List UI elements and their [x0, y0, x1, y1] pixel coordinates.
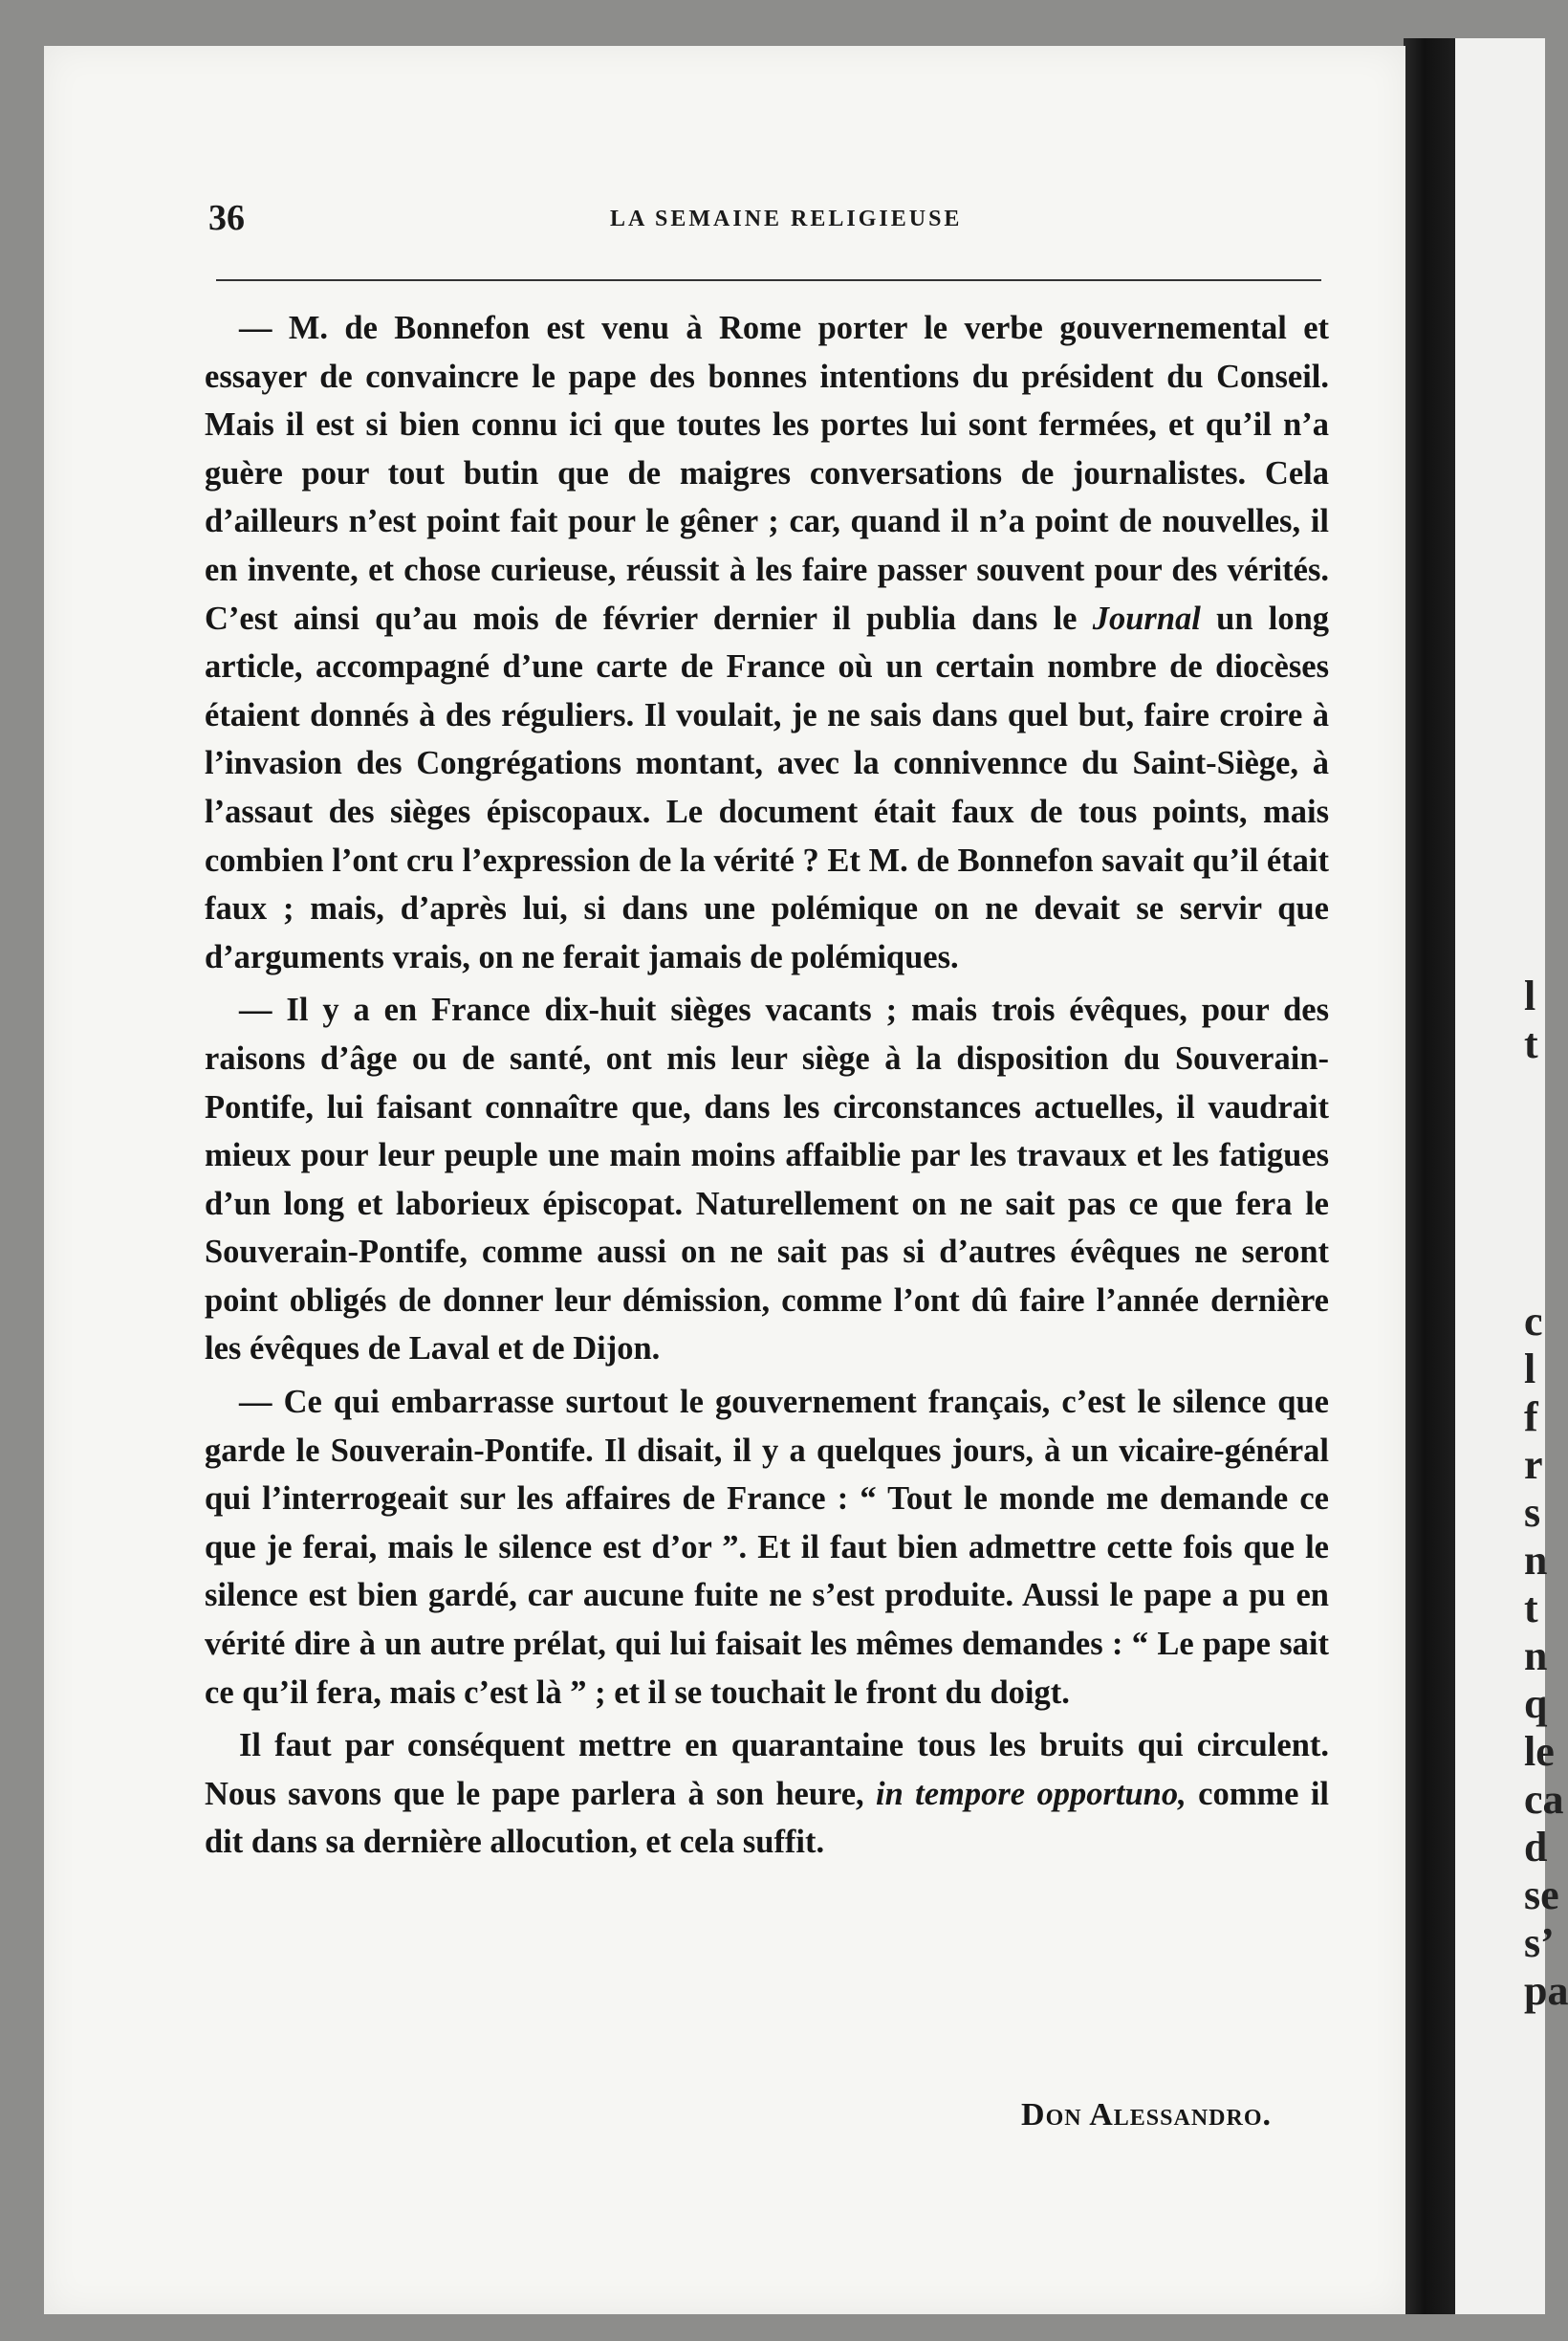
facing-page-fragment: n [1524, 1632, 1548, 1679]
paragraph: — Ce qui embarrasse surtout le gouvernement français, c’est le silence que garde le Souverain-Pontife. Il disait, il y a quelques jours, à un vicaire-général qui l’interrogeait sur les affaires de France : “ Tout le monde me demande ce que je ferai, mais le silence est d’or ”. Et il faut bien admettre cette fois que le silence est bien gardé, car aucune fuite ne s’est produite. Aussi le pape a pu en vérité dire à un autre prélat, qui lui faisait les mêmes demandes : “ Le pape sait ce qu’il fera, mais c’est là ” ; et il se touchait le front du doigt. [205, 1384, 1329, 1711]
facing-page-fragment: d [1524, 1824, 1548, 1871]
facing-page-fragment: t [1524, 1585, 1538, 1631]
header-rule [216, 279, 1321, 281]
facing-page-fragment: ca [1524, 1776, 1564, 1823]
facing-page-fragment: l [1524, 973, 1536, 1019]
facing-page-fragment: s’ [1524, 1919, 1555, 1966]
facing-page-fragment: f [1524, 1393, 1538, 1440]
paragraph-text: un long article, accompagné d’une carte de France où un certain nombre de diocèses étaient donnés à des réguliers. Il voulait, je ne sais dans quel but, faire croire à l’invasion des Congrégations montant, avec la connivennce du Saint-Siège, à l’assaut des sièges épiscopaux. Le document était faux de tous points, mais combien l’ont cru l’expression de la vérité ? Et M. de Bonnefon savait qu’il était faux ; mais, d’après lui, si dans une polémique on ne devait se servir que d’arguments vrais, on ne ferait jamais de polémiques. [205, 600, 1330, 975]
facing-page-fragment: n [1524, 1537, 1548, 1584]
italic-latin-phrase: in tempore opportuno, [876, 1775, 1187, 1812]
facing-page-fragment: pa [1524, 1967, 1568, 2014]
italic-journal-title: Journal [1092, 600, 1201, 637]
paragraph [205, 304, 1329, 981]
page-gutter [1404, 38, 1455, 2314]
paragraph-text: Il faut par conséquent mettre en quarantaine tous les bruits qui circulent. Nous savons que le pape parlera à son heure, [205, 1727, 1329, 1812]
page-header [208, 197, 1318, 243]
paragraph-text: comme il dit dans sa dernière allocution, et cela suffit. [205, 1775, 1330, 1861]
paragraph-text: — M. de Bonnefon est venu à Rome porter le verbe gouvernemental et essayer de convaincre le pape des bonnes intentions du président du Conseil. Mais il est si bien connu ici que toutes les portes lui sont fermées, et qu’il n’a guère pour tout butin que de maigres conversations de journalistes. Cela d’ailleurs n’est point fait pour le gêner ; car, quand il n’a point de nouvelles, il en invente, et chose curieuse, réussit à les faire passer souvent pour des vérités. C’est ainsi qu’au mois de février dernier il publia dans le [205, 310, 1329, 637]
facing-page-edge [1455, 38, 1568, 2314]
facing-page-fragment: se [1524, 1871, 1559, 1918]
running-head: LA SEMAINE RELIGIEUSE [610, 207, 963, 231]
facing-page-fragment: s [1524, 1489, 1541, 1536]
document-page [44, 46, 1405, 2314]
page-number: 36 [208, 198, 245, 238]
paragraph [205, 1721, 1329, 1867]
facing-page-fragment: le [1524, 1728, 1555, 1775]
facing-page-fragment: q [1524, 1680, 1548, 1727]
author-signature: Don Alessandro. [1021, 2097, 1272, 2133]
facing-page-fragment: c [1524, 1298, 1543, 1345]
facing-page-fragment: t [1524, 1020, 1538, 1067]
article-body [205, 304, 1329, 1867]
paragraph: — Il y a en France dix-huit sièges vacants ; mais trois évêques, pour des raisons d’âge ou de santé, ont mis leur siège à la disposition du Souverain-Pontife, lui faisant connaître que, dans les circonstances actuelles, il vaudrait mieux pour leur peuple une main moins affaiblie par les travaux et les fatigues d’un long et laborieux épiscopat. Naturellement on ne sait pas ce que fera le Souverain-Pontife, comme aussi on ne sait pas si d’autres évêques ne seront point obligés de donner leur démission, comme l’ont dû faire l’année dernière les évêques de Laval et de Dijon. [205, 992, 1329, 1367]
facing-page-fragment: r [1524, 1441, 1543, 1488]
facing-page-fragment: l [1524, 1346, 1536, 1392]
